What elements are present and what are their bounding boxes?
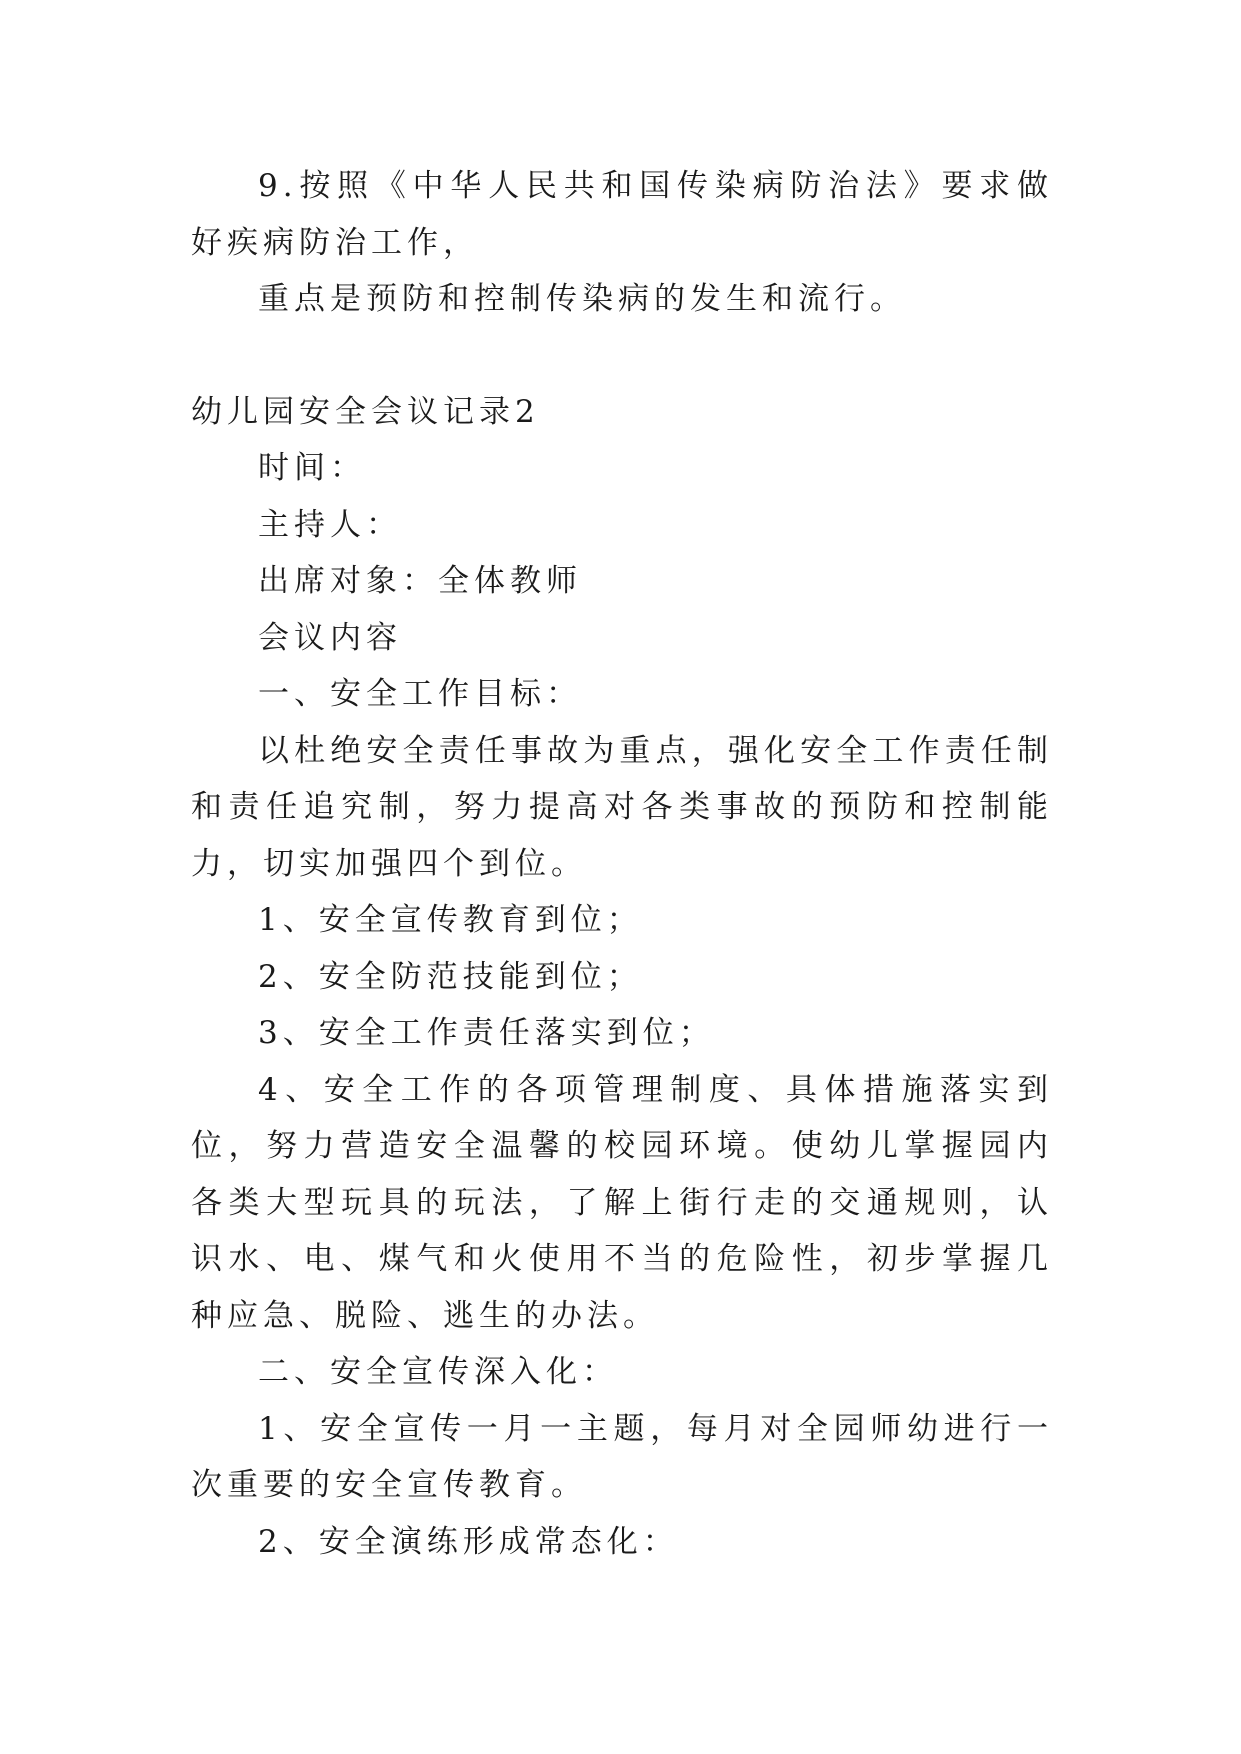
list-item: 3、安全工作责任落实到位； (258, 1015, 715, 1051)
section-spacer (191, 328, 1053, 384)
meeting-agenda-label: 会议内容 (258, 619, 402, 656)
section-two-title: 二、安全宣传深入化： (258, 1354, 618, 1390)
section-heading: 幼儿园安全会议记录2 (191, 393, 540, 430)
meeting-time: 时间： (258, 450, 366, 486)
paragraph-focus: 重点是预防和控制传染病的发生和流行。 (258, 281, 906, 317)
section-one-title: 一、安全工作目标： (258, 676, 582, 712)
meeting-attendees: 出席对象：全体教师 (258, 563, 582, 599)
list-item: 1、安全宣传教育到位； (258, 902, 643, 938)
list-item: 4、安全工作的各项管理制度、具体措施落实到位，努力营造安全温馨的校园环境。使幼儿掌握园内各类大型玩具的玩法，了解上街行走的交通规则，认识水、电、煤气和火使用不当的危险性，初步掌握几种应急、脱险、逃生的办法。 (191, 1071, 1053, 1334)
list-item: 1、安全宣传一月一主题，每月对全园师幼进行一次重要的安全宣传教育。 (191, 1410, 1053, 1503)
list-item: 2、安全演练形成常态化： (258, 1523, 679, 1560)
document-body (191, 158, 1053, 1570)
list-item: 2、安全防范技能到位； (258, 958, 643, 995)
section-one-body: 以杜绝安全责任事故为重点，强化安全工作责任制和责任追究制，努力提高对各类事故的预防和控制能力，切实加强四个到位。 (191, 732, 1053, 882)
meeting-host: 主持人： (258, 506, 402, 543)
paragraph-item-9: 9.按照《中华人民共和国传染病防治法》要求做好疾病防治工作， (191, 168, 1053, 261)
